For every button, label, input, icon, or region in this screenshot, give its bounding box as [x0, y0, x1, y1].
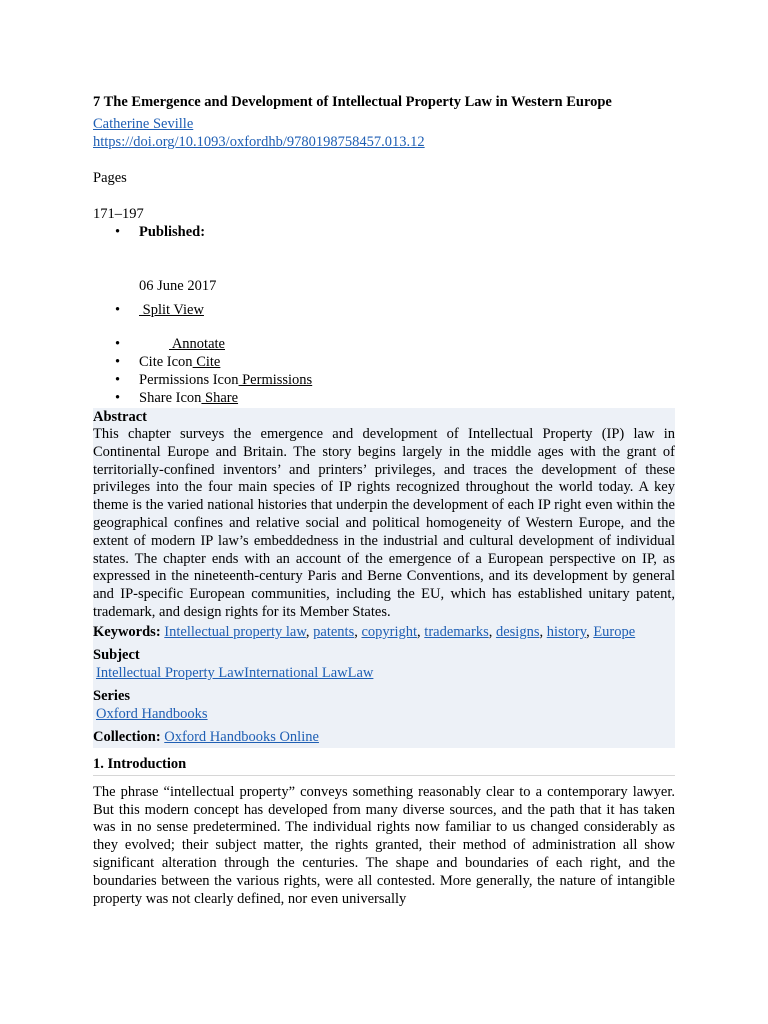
- cite-link[interactable]: Cite: [192, 354, 221, 370]
- share-link[interactable]: Share: [201, 390, 239, 406]
- permissions-icon: Permissions Icon: [139, 372, 239, 388]
- series-link[interactable]: Oxford Handbooks: [96, 705, 208, 722]
- keywords: Keywords: Intellectual property law, patents, copyright, trademarks, designs, history, Europe: [93, 623, 636, 640]
- subject-label: Subject: [93, 646, 140, 663]
- split-view-item: [93, 301, 675, 319]
- published-date: 06 June 2017: [139, 278, 217, 294]
- share-icon: Share Icon: [139, 390, 202, 406]
- keyword-link[interactable]: trademarks: [424, 623, 489, 640]
- chapter-title: 7 The Emergence and Development of Intellectual Property Law in Western Europe: [93, 94, 612, 110]
- keyword-link[interactable]: copyright: [361, 623, 418, 640]
- keyword-link[interactable]: history: [546, 623, 587, 640]
- introduction-heading: 1. Introduction: [93, 755, 675, 776]
- abstract-heading: Abstract: [93, 409, 147, 425]
- keyword-link[interactable]: Europe: [593, 623, 636, 640]
- cite-icon: Cite Icon: [139, 354, 193, 370]
- annotate-item: [93, 335, 675, 353]
- collection-link[interactable]: Oxford Handbooks Online: [164, 728, 319, 745]
- introduction-text: The phrase “intellectual property” conveys something reasonably clear to a contemporary lawyer. But this modern concept has developed from many diverse sources, and the path that it has taken was in no sense predetermined. The individual rights now familiar to us changed considerably as they evolved; their subject matter, the rights granted, their method of administration all show significant alteration through the centuries. The shape and boundaries of each right, and the boundaries between the various rights, were all contested. More generally, the nature of intangible property was not clearly defined, nor even universally: [93, 783, 675, 907]
- subject-link[interactable]: Intellectual Property LawInternational LawLaw: [96, 664, 374, 681]
- keyword-link[interactable]: patents: [313, 623, 355, 640]
- tools-list: [93, 301, 675, 319]
- collection-label: Collection:: [93, 728, 161, 745]
- chapter-page: [93, 93, 675, 908]
- meta-list: [93, 223, 675, 241]
- cite-item: [93, 353, 675, 371]
- share-item: [93, 389, 675, 407]
- keyword-link[interactable]: designs: [495, 623, 540, 640]
- split-view-link[interactable]: Split View: [139, 302, 204, 318]
- abstract-box: [93, 408, 675, 748]
- keywords-label: Keywords:: [93, 623, 161, 640]
- series-label: Series: [93, 687, 131, 704]
- actions-list: [93, 335, 675, 407]
- pages-value: 171–197: [93, 206, 144, 222]
- published-label: Published:: [139, 224, 206, 240]
- published-item: [93, 223, 675, 241]
- keyword-link[interactable]: Intellectual property law: [164, 623, 306, 640]
- permissions-item: [93, 371, 675, 389]
- collection: [93, 728, 675, 748]
- doi-link[interactable]: https://doi.org/10.1093/oxfordhb/9780198758457.013.12: [93, 134, 425, 150]
- annotate-link[interactable]: Annotate: [169, 336, 225, 352]
- abstract-text: This chapter surveys the emergence and development of Intellectual Property (IP) law in Continental Europe and Britain. The story begins largely in the middle ages with the grant of territorially-confined inventors’ and printers’ privileges, and traces the development of these privileges into the four main species of IP rights recognized throughout the world today. A key theme is the varied national histories that underpin the development of each IP right even within the geographical confines and relative social and political homogeneity of Western Europe, and the extent of modern IP law’s embeddedness in the industrial and cultural development of individual states. The chapter ends with an account of the emergence of a European perspective on IP, as expressed in the nineteenth-century Paris and Berne Conventions, and its development by general and IP-specific European communities, including the EU, which has established unitary patent, trademark, and design rights for its Member States.: [93, 426, 675, 620]
- author-link[interactable]: Catherine Seville: [93, 116, 194, 132]
- permissions-link[interactable]: Permissions: [238, 372, 313, 388]
- pages-label: Pages: [93, 170, 127, 186]
